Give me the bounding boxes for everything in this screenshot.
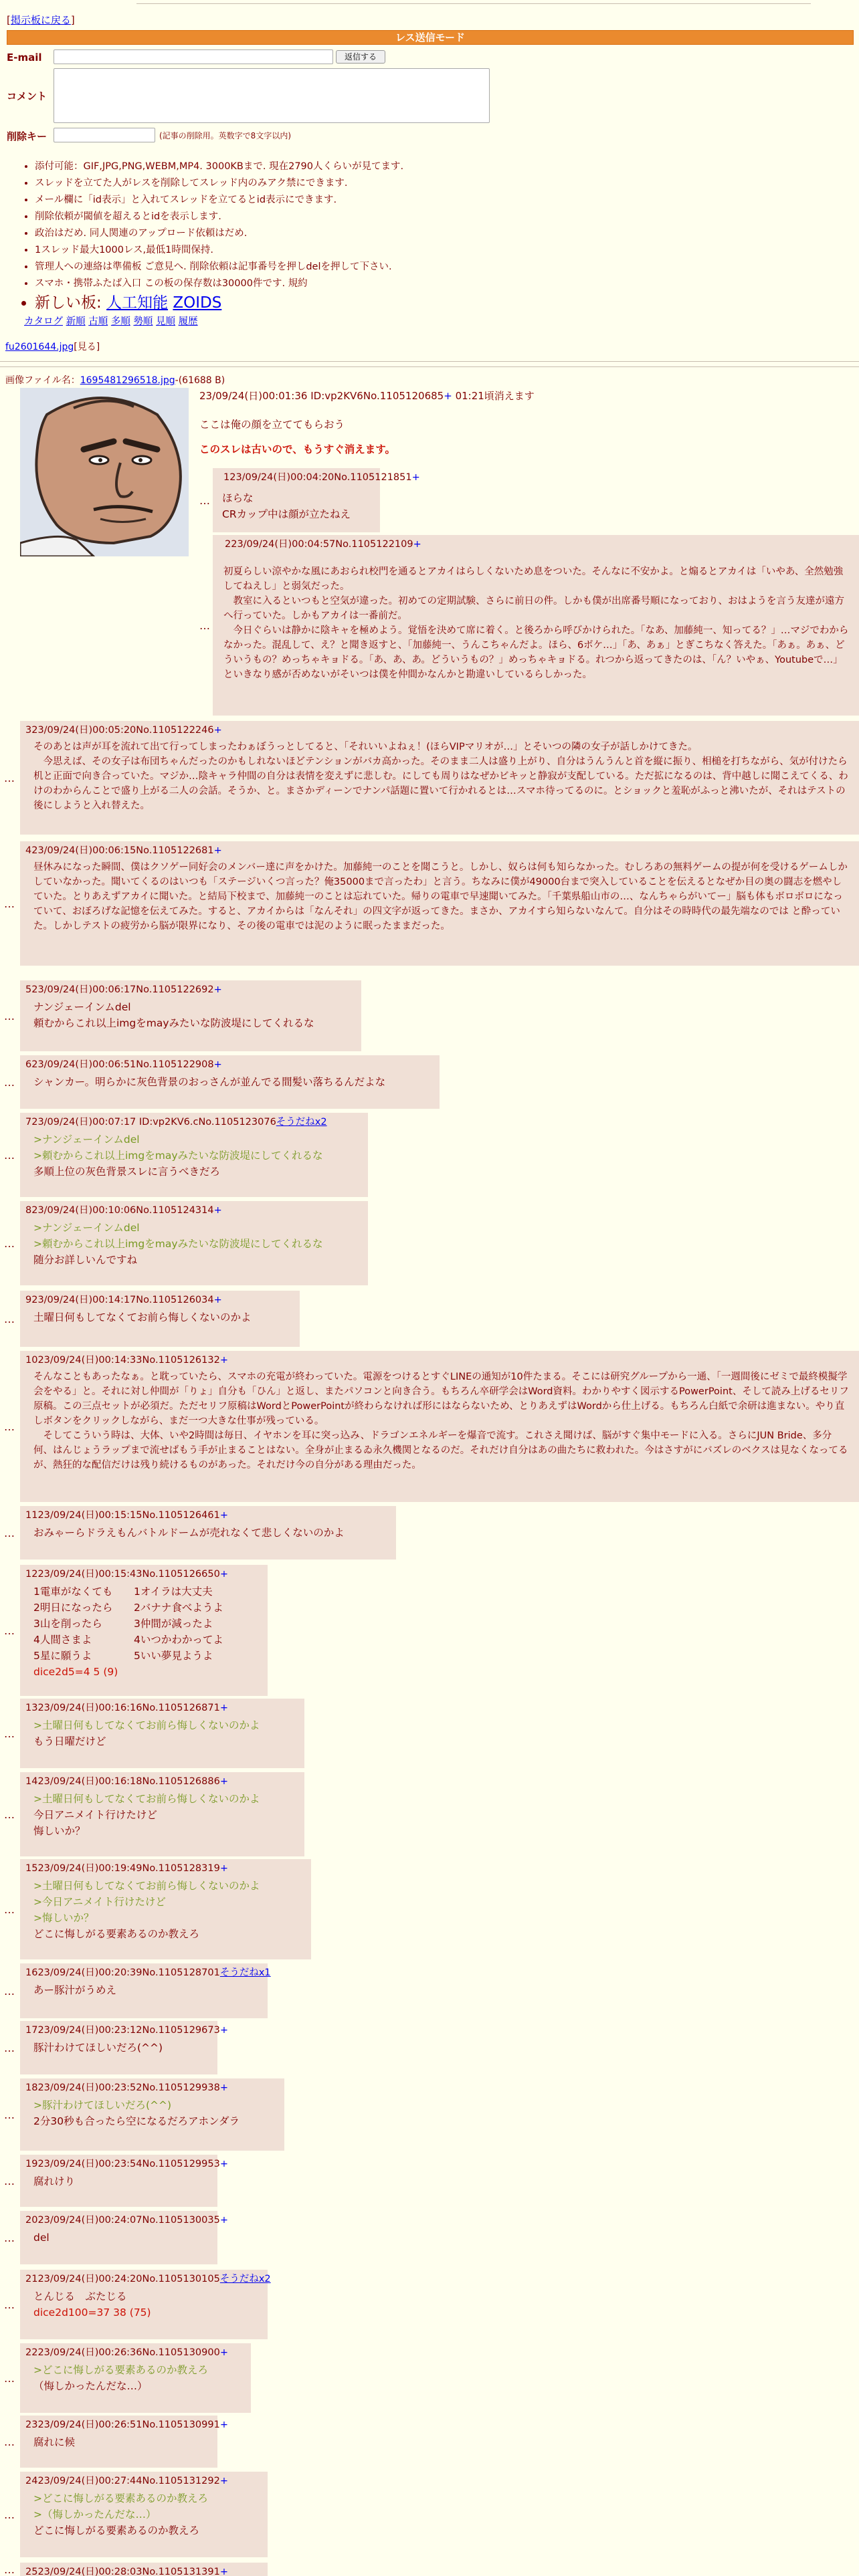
reply-header bbox=[25, 2271, 271, 2287]
reply-body bbox=[33, 2434, 208, 2450]
delete-key-input[interactable] bbox=[54, 128, 155, 142]
reply-body bbox=[33, 1584, 258, 1680]
quote-line: >悔しいか？ bbox=[33, 1912, 94, 1924]
reply-mode-banner: レス送信モード bbox=[7, 30, 854, 45]
lyric-line bbox=[33, 1584, 258, 1600]
sort-many-link[interactable]: 多順 bbox=[110, 316, 130, 327]
reply-number[interactable]: 423/09/24(日)00:06:15No.1105122681 bbox=[25, 845, 214, 856]
reply-number[interactable]: 823/09/24(日)00:10:06No.1105124314 bbox=[25, 1205, 214, 1216]
quote-line: >頼むからこれ以上imgをmayみたいな防波堤にしてくれるな bbox=[33, 1238, 323, 1250]
reply-indent-marker: … bbox=[4, 1149, 15, 1162]
reply-header bbox=[25, 2156, 228, 2172]
reply-post bbox=[213, 535, 859, 716]
back-link[interactable]: [掲示板に戻る] bbox=[7, 14, 75, 26]
reply-plus-button[interactable]: + bbox=[213, 725, 222, 736]
reply-number[interactable]: 2023/09/24(日)00:24:07No.1105130035 bbox=[25, 2215, 220, 2226]
sort-old-link[interactable]: 古順 bbox=[88, 316, 108, 327]
reply-header bbox=[25, 2212, 228, 2228]
reply-header bbox=[25, 1700, 228, 1716]
reply-post bbox=[20, 980, 361, 1051]
lyric-line bbox=[33, 1632, 258, 1648]
reply-header bbox=[25, 1202, 222, 1218]
reply-plus-button[interactable]: + bbox=[219, 2082, 228, 2093]
reply-plus-button[interactable]: + bbox=[411, 472, 420, 483]
board-nav-links bbox=[24, 314, 403, 330]
reply-post bbox=[20, 1055, 440, 1109]
sodane-button[interactable]: そうだねx2 bbox=[219, 2274, 271, 2284]
reply-post bbox=[20, 1859, 311, 1959]
lyric-right: 2バナナ食べようよ bbox=[134, 1602, 223, 1614]
reply-line: 昼休みになった瞬間、僕はクソゲー同好会のメンバー達に声をかけた。加藤純一のことを聞こうと。しかし、奴らは何も知らなかった。むしろあの無料ゲームの提が何を受けるゲームしかしていなかった。聞いてくるのはいつも「ステージいくつ言った？俺35000まで言ったわ」と言う。ちなみに僕が49000台まで突入していることを伝えるとなぜか目の奥の闘志を燃やしていた。とりあえずアカイに聞いた。と結局下校まで、加藤純一のことは忘れていた。帰りの電車で早速聞いてみた。「千葉県船山市の…、なんちゃらがいてー」脳も体もボロボロになっていて、おぼろげな記憶を伝えてみた。すると、アカイからは「なんそれ」の四文字が返ってきた。まさか、アカイすら知らないなんて。自分はその時時代の最先端なのでは と酔っていた。しかしテストの疲労から脳が限界になり、その後の電車では泥のように眠ったままだった。 bbox=[33, 862, 848, 932]
history-link[interactable]: 履歴 bbox=[178, 316, 198, 327]
reply-number[interactable]: 1323/09/24(日)00:16:16No.1105126871 bbox=[25, 1703, 220, 1713]
reply-line: 初夏らしい涼やかな風にあおられ校門を通るとアカイはらしくないため息をついた。そんなに不安かよ。と煽るとアカイは「いやあ、全然勉強してねえし」と弱気だった。 bbox=[223, 566, 844, 592]
reply-line: CRカップ中は顔が立たねえ bbox=[222, 508, 351, 520]
reply-post bbox=[213, 468, 420, 532]
reply-indent-marker: … bbox=[4, 2436, 15, 2448]
reply-body bbox=[33, 1074, 430, 1090]
reply-line: シャンカー。明らかに灰色背景のおっさんが並んでる間髪い落ちるんだよな bbox=[33, 1076, 386, 1088]
reply-header bbox=[25, 1114, 327, 1130]
rule-item: • 削除依頼が閾値を超えるとidを表示します. bbox=[35, 209, 403, 225]
reply-number[interactable]: 623/09/24(日)00:06:51No.1105122908 bbox=[25, 1059, 214, 1070]
reply-header bbox=[25, 1774, 228, 1790]
reply-line: 教室に入るといつもと空気が違った。初めての定期試験、さらに前日の件。しかも僕が出席番号順になっており、おはようを言う友達が遠方へ行っていた。しかもアカイは一番前だ。 bbox=[223, 596, 844, 621]
thread-divider bbox=[0, 361, 859, 362]
reply-line: もう日曜だけど bbox=[33, 1735, 106, 1747]
reply-plus-button[interactable]: + bbox=[219, 1569, 228, 1580]
op-id: ID:vp2KV6 bbox=[310, 390, 363, 402]
quote-line: >ナンジェーインムdel bbox=[33, 1222, 140, 1234]
reply-indent-marker: … bbox=[4, 2563, 15, 2576]
op-expire: 01:21頃消えます bbox=[455, 390, 535, 402]
quote-line: >土曜日何もしてなくてお前ら悔しくないのかよ bbox=[33, 1793, 260, 1805]
quote-line: >今日アニメイト行けたけど bbox=[33, 1896, 166, 1908]
op-old-warning: このスレは古いので、もうすぐ消えます。 bbox=[199, 443, 395, 455]
reply-post bbox=[20, 1506, 396, 1560]
reply-line: 随分お詳しいんですね bbox=[33, 1254, 138, 1266]
new-boards-label: 新しい板: bbox=[35, 294, 102, 312]
op-date: 23/09/24(日)00:01:36 bbox=[199, 390, 308, 402]
reply-line: あー豚汁がうめえ bbox=[33, 1984, 117, 1996]
rule-item: • 政治はだめ. 同人関連のアップロード依頼はだめ. bbox=[35, 225, 403, 242]
reply-line: 多順上位の灰色背景スレに言うべきだろ bbox=[33, 1166, 221, 1178]
reply-line: 今日ぐらいは静かに陰キャを極めよう。覚悟を決めて席に着く。と後ろから呼びかけられた。「なあ、加藤純一、知ってる？」…マジでわからなかった。混乱して、え？と聞き返すと、「加藤純一、うんこちゃんだよ。ほら、6ボケ…」「あ、あぁ」とぎこちなく答えた。「あぁ。あぁ、どういうもの？めっちゃキョドる。「あ、あ、あ。どういうもの？」めっちゃキョドる。れつから返ってきたのは、「ん？いやぁ、Youtubeで…」といきなり感が否めないがそいつは僕を仲間かなんかと勘違いしているらしかった。 bbox=[223, 625, 849, 680]
reply-plus-button[interactable]: + bbox=[219, 2420, 228, 2430]
reply-header bbox=[25, 982, 222, 998]
reply-body bbox=[33, 1982, 258, 1998]
reply-line: 腐れけり bbox=[33, 2175, 76, 2187]
reply-post bbox=[20, 1772, 304, 1856]
reply-post bbox=[20, 2416, 228, 2468]
reply-body bbox=[33, 2040, 208, 2056]
reply-indent-marker: … bbox=[4, 1010, 15, 1023]
lyric-right: 1オイラは大丈夫 bbox=[134, 1586, 213, 1598]
reply-plus-button[interactable]: + bbox=[219, 2025, 228, 2036]
reply-body bbox=[33, 2288, 258, 2321]
lyric-line bbox=[33, 1600, 258, 1616]
reply-plus-button[interactable]: + bbox=[219, 2347, 228, 2358]
reply-post bbox=[20, 2211, 228, 2264]
op-plus-button[interactable]: + bbox=[444, 390, 452, 402]
reply-number[interactable]: 323/09/24(日)00:05:20No.1105122246 bbox=[25, 725, 214, 736]
quote-line: >頼むからこれ以上imgをmayみたいな防波堤にしてくれるな bbox=[33, 1150, 323, 1162]
quote-line: >土曜日何もしてなくてお前ら悔しくないのかよ bbox=[33, 1719, 260, 1731]
reply-indent-marker: … bbox=[199, 494, 211, 507]
reply-indent-marker: … bbox=[4, 2372, 15, 2385]
reply-post bbox=[20, 2155, 228, 2207]
reply-plus-button[interactable]: + bbox=[213, 1059, 222, 1070]
reply-indent-marker: … bbox=[4, 2109, 15, 2121]
op-body: ここは俺の顔を立ててもらおう bbox=[199, 419, 345, 431]
reply-line: 今日アニメイト行けたけど bbox=[33, 1809, 157, 1821]
lyric-right: 4いつかわかってよ bbox=[134, 1634, 223, 1646]
reply-indent-marker: … bbox=[4, 1624, 15, 1637]
quote-line: >土曜日何もしてなくてお前ら悔しくないのかよ bbox=[33, 1880, 260, 1892]
reply-line: どこに悔しがる要素あるのか教えろ bbox=[33, 1928, 200, 1940]
delete-key-note: (記事の削除用。英数字で8文字以内) bbox=[159, 131, 291, 140]
reply-line: どこに悔しがる要素あるのか教えろ bbox=[33, 2525, 200, 2537]
reply-header bbox=[25, 2080, 228, 2096]
reply-line: 2分30秒も合ったら空になるだろアホンダラ bbox=[33, 2115, 240, 2127]
reply-line: そしてこういう時は、大体、いや2時間は毎日、イヤホンを耳に突っ込み、ドラゴンエネルギーを爆音で流す。これさえ聞けば、脳がすぐ集中モードに入る。さらにJUN Bride、多分何、はんじょうラップまで流せばもう手が止まることはない。全身が止まるゐ永久機関となるのだ。それだけ自分はあの曲たちに救われた。今はさすがにバズレのベクスは見なくなってるが、熱狂的な配信だけは残り続けるものがあった。それだけ今の自分がある理由だった。 bbox=[33, 1430, 848, 1471]
reply-indent-marker: … bbox=[4, 1527, 15, 1539]
reply-header bbox=[25, 1507, 228, 1523]
reply-indent-marker: … bbox=[4, 2232, 15, 2244]
reply-post bbox=[20, 1565, 268, 1696]
op-number[interactable]: No.1105120685 bbox=[363, 390, 444, 402]
reply-number[interactable]: 1723/09/24(日)00:23:12No.1105129673 bbox=[25, 2025, 220, 2036]
thread-divider bbox=[0, 366, 859, 367]
op-file-size: -(61688 B) bbox=[175, 375, 225, 386]
lyric-line bbox=[33, 1616, 258, 1632]
email-label: E-mail bbox=[7, 51, 42, 64]
email-input[interactable] bbox=[54, 49, 333, 64]
dice-result: dice2d100=37 38 (75) bbox=[33, 2306, 151, 2319]
reply-plus-button[interactable]: + bbox=[219, 1703, 228, 1713]
reply-plus-button[interactable]: + bbox=[219, 2567, 228, 2576]
reply-header bbox=[25, 2022, 228, 2038]
reply-plus-button[interactable]: + bbox=[219, 2476, 228, 2486]
reply-post bbox=[20, 1351, 859, 1502]
reply-post bbox=[20, 1291, 300, 1347]
reply-number[interactable]: 123/09/24(日)00:04:20No.1105121851 bbox=[223, 472, 412, 483]
fu-file-row bbox=[5, 341, 100, 354]
op-character-image bbox=[20, 388, 189, 556]
reply-line: del bbox=[33, 2232, 50, 2244]
quote-line: >（悔しかったんだな…） bbox=[33, 2508, 157, 2520]
reply-body bbox=[33, 2173, 208, 2189]
back-to-board-link[interactable]: 掲示板に戻る bbox=[10, 14, 71, 26]
new-board-link-ai[interactable]: 人工知能 bbox=[106, 294, 169, 312]
reply-post bbox=[20, 2343, 251, 2413]
reply-header bbox=[25, 2417, 228, 2433]
op-image-link[interactable]: 1695481296518.jpg bbox=[80, 375, 175, 386]
reply-post bbox=[20, 2563, 268, 2576]
lyric-left: 4人間さまよ bbox=[33, 1634, 92, 1646]
reply-header bbox=[25, 2564, 228, 2576]
lyric-left: 2明日になったら bbox=[33, 1602, 113, 1614]
rule-item: • スレッドを立てた人がレスを削除してスレッド内のみアク禁にできます. bbox=[35, 175, 403, 192]
reply-number[interactable]: 1923/09/24(日)00:23:54No.1105129953 bbox=[25, 2159, 220, 2169]
reply-indent-marker: … bbox=[4, 897, 15, 910]
reply-line: おみゃーらドラえもんバトルドームが売れなくて悲しくないのかよ bbox=[33, 1527, 345, 1539]
reply-post bbox=[20, 2270, 271, 2339]
reply-indent-marker: … bbox=[199, 619, 211, 632]
reply-number[interactable]: 1623/09/24(日)00:20:39No.1105128701 bbox=[25, 1967, 220, 1978]
new-board-link-zoids[interactable]: ZOIDS bbox=[173, 294, 222, 312]
op-thumbnail[interactable] bbox=[20, 388, 189, 556]
reply-number[interactable]: 2423/09/24(日)00:27:44No.1105131292 bbox=[25, 2476, 220, 2486]
reply-body bbox=[222, 490, 371, 522]
reply-body bbox=[33, 1309, 290, 1325]
reply-body bbox=[33, 999, 352, 1031]
reply-header bbox=[25, 1566, 228, 1582]
reply-body bbox=[33, 1878, 302, 1942]
submit-button[interactable]: 返信する bbox=[336, 50, 385, 64]
reply-header bbox=[25, 2345, 228, 2361]
reply-line: 土曜日何もしてなくてお前ら悔しくないのかよ bbox=[33, 1311, 252, 1323]
reply-header bbox=[25, 2473, 228, 2489]
fu-file-link[interactable]: fu2601644.jpg bbox=[5, 342, 74, 352]
reply-plus-button[interactable]: + bbox=[219, 1863, 228, 1874]
rule-item: • 1スレッド最大1000レス,最低1時間保持. bbox=[35, 242, 403, 259]
reply-indent-marker: … bbox=[4, 772, 15, 784]
reply-indent-marker: … bbox=[4, 2042, 15, 2054]
sort-views-link[interactable]: 見順 bbox=[156, 316, 176, 327]
rule-item: • スマホ・携帯ふたば入口 この板の保存数は30000件です. 規約 bbox=[35, 276, 403, 292]
reply-body bbox=[33, 1370, 850, 1473]
reply-body bbox=[33, 1717, 295, 1749]
reply-line: 今思えば、その女子は布団ちゃんだったのかもしれないほどテンションがバカ高かった。そのまま二人は盛り上がり、自分はうんうんと首を縦に振り、相槌を打ちながら、気が付けたら机と正面で向き合っていた。マジか…陰キャラ仲間の自分は表情を変えずに悲しむ。にしても周りはなぜかビキッと静寂が支配している。ただ拡になるのは、背中越しに聞こえてくる、わけのわからんことで盛り上がる二人の会話。そうか、と。まさかディーンでナンパ話題に置いて行かれるとは…スマホ待ってるのに。とショックと羞恥がふっと沸いたが、それはテストの後にしようと入れ替えた。 bbox=[33, 756, 848, 811]
rule-item: • 管理人への連絡は準備板 ご意見へ. 削除依頼は記事番号を押しdelを押して下さい. bbox=[35, 259, 403, 276]
reply-post bbox=[20, 1201, 368, 1285]
reply-indent-marker: … bbox=[4, 1237, 15, 1250]
reply-header bbox=[25, 722, 222, 738]
reply-number[interactable]: 723/09/24(日)00:07:17 ID:vp2KV6.cNo.1105123076 bbox=[25, 1117, 276, 1128]
reply-line: とんじる ぶたじる bbox=[33, 2290, 127, 2302]
reply-post bbox=[20, 841, 859, 966]
catalog-link[interactable]: カタログ bbox=[24, 316, 63, 327]
reply-header bbox=[25, 843, 222, 859]
sodane-button[interactable]: そうだねx2 bbox=[276, 1117, 327, 1128]
reply-indent-marker: … bbox=[4, 1727, 15, 1740]
lyric-right: 3仲間が減ったよ bbox=[134, 1618, 213, 1630]
reply-post bbox=[20, 2078, 284, 2151]
quote-line: >ナンジェーインムdel bbox=[33, 1134, 140, 1146]
lyric-left: 3山を削ったら bbox=[33, 1618, 102, 1630]
reply-plus-button[interactable]: + bbox=[213, 984, 222, 995]
reply-header bbox=[25, 1860, 228, 1876]
reply-number[interactable]: 1823/09/24(日)00:23:52No.1105129938 bbox=[25, 2082, 220, 2093]
reply-plus-button[interactable]: + bbox=[219, 2215, 228, 2226]
reply-post bbox=[20, 2472, 268, 2557]
reply-number[interactable]: 523/09/24(日)00:06:17No.1105122692 bbox=[25, 984, 214, 995]
reply-header bbox=[25, 1292, 222, 1308]
reply-body bbox=[33, 860, 850, 934]
reply-body bbox=[33, 1791, 295, 1839]
new-boards bbox=[35, 292, 403, 314]
reply-header bbox=[225, 536, 421, 552]
lyric-line bbox=[33, 1648, 258, 1664]
reply-plus-button[interactable]: + bbox=[413, 539, 421, 550]
reply-plus-button[interactable]: + bbox=[219, 1510, 228, 1521]
top-divider bbox=[136, 3, 811, 4]
reply-body bbox=[33, 740, 850, 813]
reply-plus-button[interactable]: + bbox=[213, 1295, 222, 1305]
reply-body bbox=[33, 1220, 359, 1268]
reply-number[interactable]: 923/09/24(日)00:14:17No.1105126034 bbox=[25, 1295, 214, 1305]
reply-indent-marker: … bbox=[4, 1903, 15, 1916]
reply-post bbox=[20, 721, 859, 835]
reply-indent-marker: … bbox=[4, 2508, 15, 2521]
sort-momentum-link[interactable]: 勢順 bbox=[133, 316, 153, 327]
board-rules bbox=[24, 158, 404, 330]
reply-line: 悔しいか？ bbox=[33, 1825, 86, 1837]
reply-number[interactable]: 2123/09/24(日)00:24:20No.1105130105 bbox=[25, 2274, 220, 2284]
reply-number[interactable]: 2223/09/24(日)00:26:36No.1105130900 bbox=[25, 2347, 220, 2358]
quote-line: >どこに悔しがる要素あるのか教えろ bbox=[33, 2364, 208, 2376]
reply-line: 腐れに候 bbox=[33, 2436, 76, 2448]
lyric-left: 1電車がなくても bbox=[33, 1586, 113, 1598]
reply-indent-marker: … bbox=[4, 1985, 15, 1998]
reply-plus-button[interactable]: + bbox=[219, 2159, 228, 2169]
reply-plus-button[interactable]: + bbox=[219, 1776, 228, 1787]
reply-line: そんなこともあったなぁ。と耽っていたら、スマホの充電が終わっていた。電源をつけるとすぐLINEの通知が10件たまる。そこには研究グループから一通、「一週間後にゼミで最終模擬学会をやる」と。それに対し仲間が「りょ」自分も「ひん」と返し、またパソコンと向き合う。もちろん卒研学会はWord資料。わかりやすく図示するPowerPoint、そして読み上げるセリフ原稿。この三点セットが必須だ。ただセリフ原稿はWordとPowerPointが終わらなければ形にはならないため、とりあえずはWordから仕上げる。もちろん白紙で余研は進まない。やり直しボタンをクリックしながら、まだ一つ大きな仕事が残っている。 bbox=[33, 1372, 849, 1426]
rule-item: • 添付可能：GIF,JPG,PNG,WEBM,MP4. 3000KBまで. 現在2790人くらいが見てます. bbox=[35, 158, 403, 175]
reply-plus-button[interactable]: + bbox=[213, 1205, 222, 1216]
reply-line: （悔しかったんだな…） bbox=[33, 2380, 148, 2392]
reply-number[interactable]: 1523/09/24(日)00:19:49No.1105128319 bbox=[25, 1863, 220, 1874]
comment-textarea[interactable] bbox=[54, 68, 490, 123]
reply-body bbox=[33, 2097, 275, 2129]
reply-indent-marker: … bbox=[4, 2175, 15, 2187]
reply-line: そのあとは声が耳を流れて出て行ってしまったわぁぼうっとしてると、「それいいよねぇ！(ほらVIPマリオが…」とそいつの隣の女子が話しかけてきた。 bbox=[33, 742, 698, 752]
reply-post bbox=[20, 1113, 368, 1197]
dice-result: dice2d5=4 5 (9) bbox=[33, 1666, 118, 1678]
reply-indent-marker: … bbox=[4, 2298, 15, 2311]
reply-indent-marker: … bbox=[4, 1313, 15, 1325]
lyric-left: 5星に願うよ bbox=[33, 1650, 92, 1662]
reply-line: 豚汁わけてほしいだろ(^^) bbox=[33, 2042, 163, 2054]
reply-indent-marker: … bbox=[4, 1420, 15, 1433]
reply-post bbox=[20, 2021, 228, 2074]
reply-header bbox=[25, 1352, 228, 1368]
reply-post bbox=[20, 1699, 304, 1768]
reply-plus-button[interactable]: + bbox=[219, 1355, 228, 1366]
reply-number[interactable]: 2523/09/24(日)00:28:03No.1105131391 bbox=[25, 2567, 220, 2576]
reply-plus-button[interactable]: + bbox=[213, 845, 222, 856]
quote-line: >豚汁わけてほしいだろ(^^) bbox=[33, 2099, 172, 2111]
reply-indent-marker: … bbox=[4, 1076, 15, 1089]
reply-number[interactable]: 1223/09/24(日)00:15:43No.1105126650 bbox=[25, 1569, 220, 1580]
reply-body bbox=[33, 2362, 242, 2394]
reply-body bbox=[33, 1525, 387, 1541]
reply-post bbox=[20, 1963, 271, 2018]
reply-number[interactable]: 1123/09/24(日)00:15:15No.1105126461 bbox=[25, 1510, 220, 1521]
reply-line: 頼むからこれ以上imgをmayみたいな防波堤にしてくれるな bbox=[33, 1017, 314, 1029]
reply-number[interactable]: 1023/09/24(日)00:14:33No.1105126132 bbox=[25, 1355, 220, 1366]
reply-body bbox=[33, 1132, 359, 1180]
op-header bbox=[199, 389, 535, 403]
reply-body bbox=[33, 2490, 258, 2539]
reply-body bbox=[33, 2230, 208, 2246]
reply-number[interactable]: 223/09/24(日)00:04:57No.1105122109 bbox=[225, 539, 413, 550]
quote-line: >どこに悔しがる要素あるのか教えろ bbox=[33, 2492, 208, 2504]
op-file-label: 画像ファイル名： bbox=[5, 375, 80, 386]
reply-line: ナンジェーインムdel bbox=[33, 1001, 131, 1013]
reply-number[interactable]: 2323/09/24(日)00:26:51No.1105130991 bbox=[25, 2420, 220, 2430]
sort-new-link[interactable]: 新順 bbox=[66, 316, 86, 327]
reply-header bbox=[223, 469, 420, 486]
delete-key-label: 削除キー bbox=[7, 130, 47, 142]
reply-header bbox=[25, 1057, 222, 1073]
reply-number[interactable]: 1423/09/24(日)00:16:18No.1105126886 bbox=[25, 1776, 220, 1787]
comment-label: コメント bbox=[7, 90, 47, 102]
fu-view-label: [見る] bbox=[74, 342, 100, 352]
reply-line: ほらな bbox=[222, 492, 254, 504]
reply-header bbox=[25, 1965, 271, 1981]
reply-indent-marker: … bbox=[4, 1808, 15, 1821]
reply-body bbox=[223, 564, 850, 682]
op-file-info bbox=[5, 374, 225, 388]
lyric-right: 5いい夢見ようよ bbox=[134, 1650, 213, 1662]
rule-item: • メール欄に「id表示」と入れてスレッドを立てるとid表示にできます. bbox=[35, 192, 403, 209]
sodane-button[interactable]: そうだねx1 bbox=[219, 1967, 271, 1978]
